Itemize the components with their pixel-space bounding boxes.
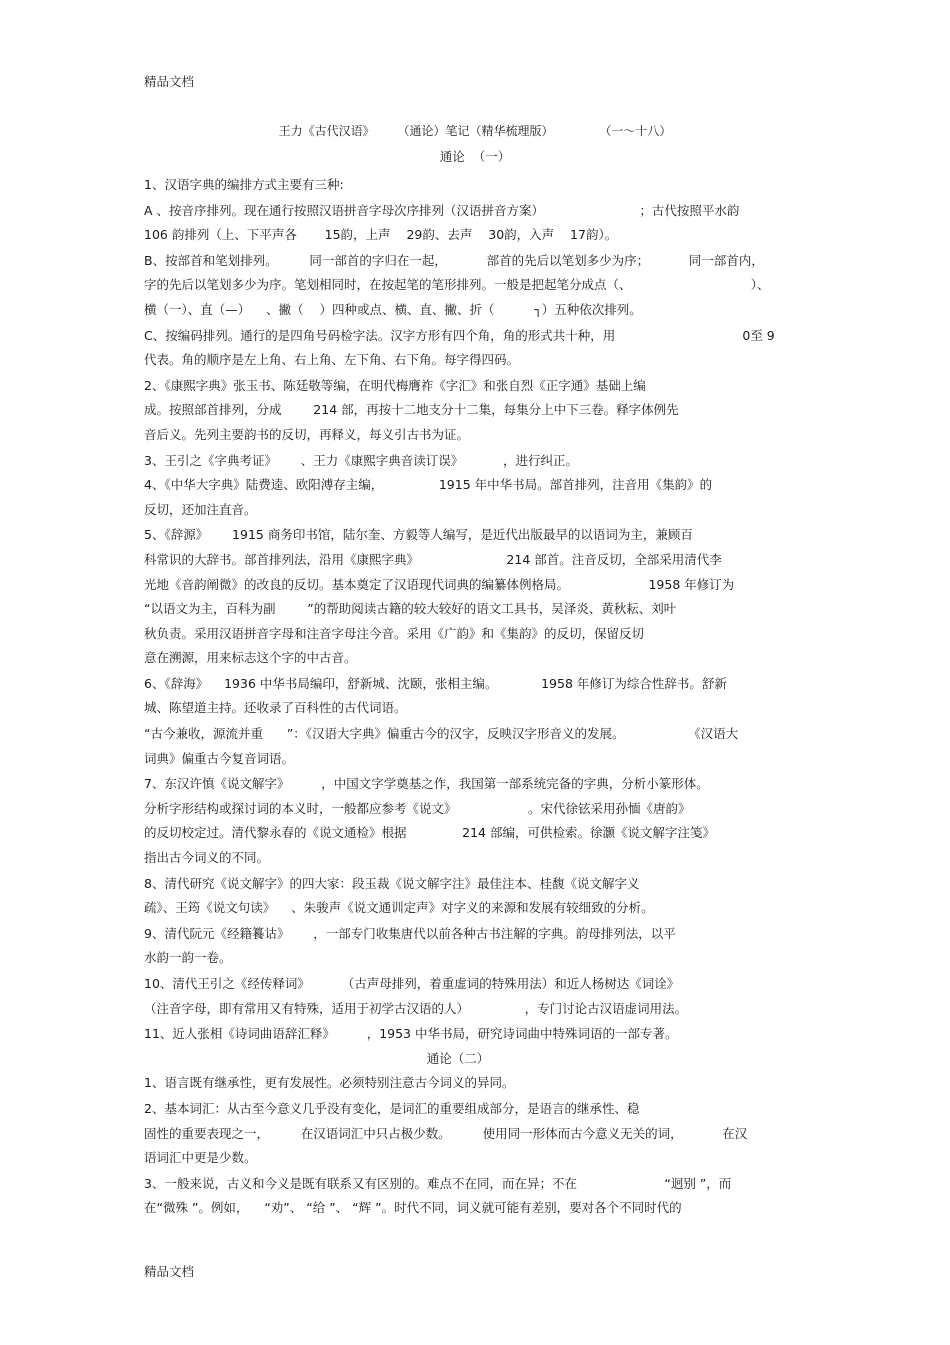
text-line: 成。按照部首排列，分成 214 部，再按十二地支分十二集，每集分上中下三卷。释字体例先 <box>144 402 679 418</box>
text-line: 7、东汉许慎《说文解字》 ，中国文字学奠基之作，我国第一部系统完备的字典，分析小篆形体。 <box>144 776 709 792</box>
text-line: 疏》、王筠《说文句读》 、朱骏声《说文通训定声》对字义的来源和发展有较细致的分析。 <box>144 900 654 916</box>
text-line: 106 韵排列（上、下平声各 15韵，上声 29韵、去声 30韵，入声 17韵）。 <box>144 227 618 243</box>
text-line: “以语文为主，百科为副 ”的帮助阅读古籍的较大较好的语文工具书，吴泽炎、黄秋耘、刘叶 <box>144 601 677 617</box>
text-line: 反切，还加注直音。 <box>144 501 257 517</box>
text-line: 1、语言既有继承性，更有发展性。必须特别注意古今词义的异同。 <box>144 1075 515 1091</box>
text-line: 2、基本词汇：从古至今意义几乎没有变化，是词汇的重要组成部分，是语言的继承性、稳 <box>144 1100 640 1116</box>
text-line: （注音字母，即有常用又有特殊，适用于初学古汉语的人） ，专门讨论古汉语虚词用法。 <box>144 1000 688 1016</box>
text-line: 城、陈望道主持。还收录了百科性的古代词语。 <box>144 700 407 716</box>
text-line: 水韵一韵一卷。 <box>144 950 232 966</box>
text-line: 科常识的大辞书。部首排列法，沿用《康熙字典》 214 部首。注音反切，全部采用清代李 <box>144 551 722 567</box>
page-footer: 精品文档 <box>144 1264 195 1279</box>
text-line: 语词汇中更是少数。 <box>144 1150 257 1166</box>
text-line: A 、按音序排列。现在通行按照汉语拼音字母次序排列（汉语拼音方案） ；古代按照平水韵 <box>144 202 740 218</box>
text-line: 1、汉语字典的编排方式主要有三种: <box>144 177 344 192</box>
text-line: 横（一）、直（—） 、撇（ ）四种或点、横、直、撇、折（ ┐）五种依次排列。 <box>144 301 642 317</box>
text-line: 秋负责。采用汉语拼音字母和注音字母注今音。采用《广韵》和《集韵》的反切，保留反切 <box>144 625 645 641</box>
document-body <box>144 173 812 1221</box>
text-line: 意在溯源，用来标志这个字的中古音。 <box>144 650 357 666</box>
text-line: 5、《辞源》 1915 商务印书馆，陆尔奎、方毅等人编写，是近代出版最早的以语词为主，兼顾百 <box>144 527 693 543</box>
text-line: 光地《音韵阐微》的改良的反切。基本奠定了汉语现代词典的编纂体例格局。 1958 年修订为 <box>144 576 735 592</box>
text-line: 在“微殊 ”。例如， “劝”、 “给 ”、 “辉 ”。时代不同，词义就可能有差别，要对各个不同时代的 <box>144 1200 682 1216</box>
text-line: “古今兼收，源流并重 ”：《汉语大字典》偏重古今的汉字，反映汉字形音义的发展。 《汉语大 <box>144 726 739 742</box>
text-line: 的反切校定过。清代黎永春的《说文通检》根据 214 部编，可供检索。徐灏《说文解字注笺》 <box>144 825 715 841</box>
text-line: 11、近人张相《诗词曲语辞汇释》 ，1953 中华书局，研究诗词曲中特殊词语的一部专著。 <box>144 1026 678 1042</box>
text-line: 10、清代王引之《经传释词》 （古声母排列，着重虚词的特殊用法）和近人杨树达《词诠》 <box>144 976 680 991</box>
document-title: 王力《古代汉语》 （通论）笔记（精华梳理版） （一～十八） <box>278 124 672 138</box>
text-line: 9、清代阮元《经籍籑诂》 ，一部专门收集唐代以前各种古书注解的字典。韵母排列法，以平 <box>144 925 676 941</box>
text-line: B、按部首和笔划排列。 同一部首的字归在一起， 部首的先后以笔划多少为序； 同一部首内， <box>144 252 764 268</box>
text-line: 6、《辞海》 1936 中华书局编印，舒新城、沈颐，张相主编。 1958 年修订为综合性辞书。舒新 <box>144 675 727 691</box>
text-line: 音后义。先列主要韵书的反切，再释义，每义引古书为证。 <box>144 426 470 442</box>
text-line: 分析字形结构或探讨词的本义时，一般都应参考《说文》 。宋代徐铉采用孙愐《唐韵》 <box>144 800 691 816</box>
section-heading-1: 通论 （一） <box>439 149 511 164</box>
text-line: 2、《康熙字典》张玉书、陈廷敬等编，在明代梅膺祚《字汇》和张自烈《正字通》基础上编 <box>144 377 646 393</box>
text-line: 代表。角的顺序是左上角、右上角、左下角、右下角。每字得四码。 <box>144 352 520 368</box>
text-line: 4、《中华大字典》陆费逵、欧阳溥存主编， 1915 年中华书局。部首排列，注音用《集韵》的 <box>144 477 713 493</box>
text-line: 固性的重要表现之一， 在汉语词汇中只占极少数。 使用同一形体而古今意义无关的词， 在汉 <box>144 1125 748 1141</box>
text-line: C、按编码排列。通行的是四角号码检字法。汉字方形有四个角，角的形式共十种，用 0至 9 <box>144 327 775 343</box>
text-line: 词典》偏重古今复音词语。 <box>144 750 295 766</box>
text-line: 3、王引之《字典考证》 、王力《康熙字典音读订误》 ，进行纠正。 <box>144 452 579 468</box>
text-line: 指出古今词义的不同。 <box>144 850 270 866</box>
text-line: 8、清代研究《说文解字》的四大家：段玉裁《说文解字注》最佳注本、桂馥《说文解字义 <box>144 875 640 891</box>
section-heading-2: 通论（二） <box>426 1050 490 1066</box>
text-line: 3、一般来说，古义和今义是既有联系又有区别的。难点不在同，而在异；不在 “迥别 ”，而 <box>144 1175 732 1191</box>
text-line: 字的先后以笔划多少为序。笔划相同时，在按起笔的笔形排列。一般是把起笔分成点（、 ）、 <box>144 277 770 293</box>
page-header: 精品文档 <box>144 74 195 89</box>
